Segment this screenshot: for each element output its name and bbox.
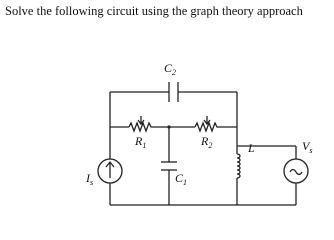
inductor-l — [237, 154, 240, 178]
resistor-r2 — [195, 116, 219, 131]
current-source-is — [98, 159, 122, 183]
problem-statement: Solve the following circuit using the graph theory approach — [5, 4, 303, 18]
label-c1: $C_1$ — [175, 171, 188, 187]
resistor-r1 — [129, 116, 153, 131]
voltage-source-vs — [284, 159, 308, 183]
label-r2: $R_2$ — [201, 134, 213, 150]
label-is: $I_s$ — [86, 171, 94, 187]
capacitor-c1 — [161, 162, 177, 170]
junction-node — [167, 125, 170, 128]
label-vs: $V_s$ — [302, 139, 313, 155]
capacitor-c2 — [169, 82, 178, 102]
label-c2: $C_2$ — [164, 61, 177, 77]
label-l: L — [248, 141, 255, 155]
label-r1: $R_1$ — [135, 134, 147, 150]
right-branch-wire — [237, 146, 296, 205]
